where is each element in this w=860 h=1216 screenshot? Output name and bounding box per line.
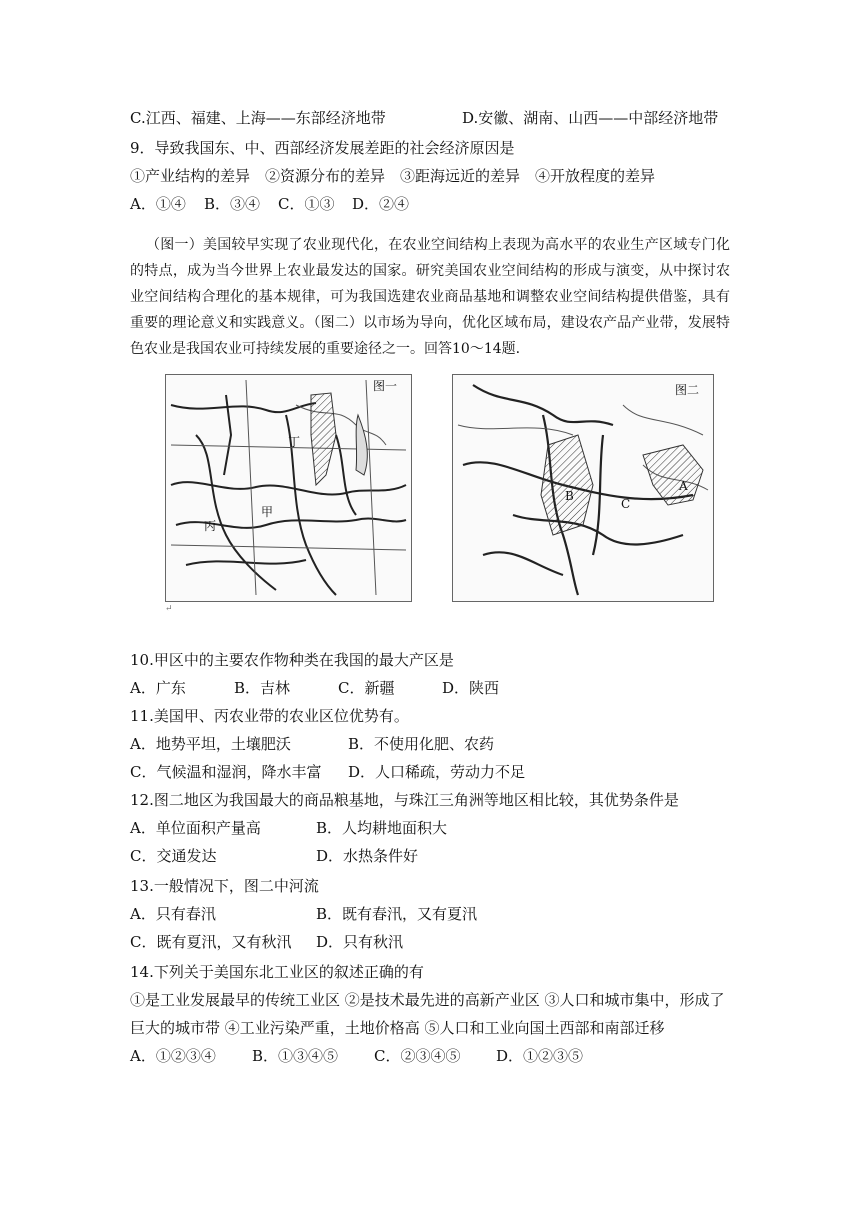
q9-option-a: A．①④ [130, 195, 186, 213]
q8-option-c: C.江西、福建、上海——东部经济地带 [130, 109, 386, 127]
map2-title: 图二 [674, 383, 699, 397]
passage-text: （图一）美国较早实现了农业现代化，在农业空间结构上表现为高水平的农业生产区域专门化的特点，成为当今世界上农业最发达的国家。研究美国农业空间结构的形成与演变，从中探讨农业空间结构合理化的基本规律，可为我国选建农业商品基地和调整农业空间结构提供借鉴，具有重要的理论意义和实践意义。（图二）以市场为导向，优化区域布局，建设农产品产业带，发展特色农业是我国农业可持续发展的重要途径之一。回答10～14题. [130, 237, 730, 357]
q11-options-row1 [130, 734, 494, 754]
q14-option-d: D．①②③⑤ [496, 1047, 584, 1065]
q13-stem: 13.一般情况下，图二中河流 [130, 877, 319, 895]
q9-stem: 9．导致我国东、中、西部经济发展差距的社会经济原因是 [130, 139, 515, 157]
northeast-china-map-drawing [453, 375, 713, 601]
map1-title: 图一 [372, 379, 397, 393]
map1-label-ding: 丁 [288, 435, 301, 449]
q12-option-d: D．水热条件好 [316, 847, 419, 865]
map2-label-a: A [679, 479, 688, 493]
q9-options [130, 194, 426, 214]
usa-map-drawing [166, 375, 411, 601]
q9-option-d: D．②④ [352, 195, 410, 213]
q14-option-c: C．②③④⑤ [374, 1047, 461, 1065]
map1-label-bing: 丙 [204, 519, 217, 533]
q12-option-b: B．人均耕地面积大 [316, 819, 448, 837]
q14-option-a: A．①②③④ [130, 1047, 216, 1065]
q13-options-row2 [130, 932, 403, 952]
q8-option-d: D.安徽、湖南、山西——中部经济地带 [462, 109, 719, 127]
q13-option-d: D．只有秋汛 [316, 933, 404, 951]
q11-options-row2 [130, 762, 525, 782]
map2-label-c: C [621, 497, 631, 511]
q11-stem: 11.美国甲、丙农业带的农业区位优势有。 [130, 707, 409, 725]
q11-option-a: A．地势平坦，土壤肥沃 [130, 735, 291, 753]
q10-option-b: B．吉林 [234, 679, 291, 697]
q14-option-b: B．①③④⑤ [252, 1047, 339, 1065]
map1-label-jia: 甲 [261, 505, 274, 519]
q14-items-line2: 巨大的城市带 ④工业污染严重，土地价格高 ⑤人口和工业向国土西部和南部迁移 [130, 1019, 665, 1037]
q12-option-c: C．交通发达 [130, 847, 217, 865]
q14-options [130, 1046, 618, 1066]
q9-option-c: C．①③ [278, 195, 335, 213]
q9-items: ①产业结构的差异 ②资源分布的差异 ③距海远近的差异 ④开放程度的差异 [130, 167, 656, 185]
q11-option-b: B．不使用化肥、农药 [348, 735, 495, 753]
q9-option-b: B．③④ [204, 195, 261, 213]
map2-label-b: B [565, 489, 574, 503]
q12-options-row2 [130, 846, 418, 866]
q11-option-c: C．气候温和湿润，降水丰富 [130, 763, 322, 781]
q10-option-a: A．广东 [130, 679, 186, 697]
q14-stem: 14.下列关于美国东北工业区的叙述正确的有 [130, 963, 424, 981]
passage [130, 232, 730, 362]
map-figure-1 [165, 374, 412, 602]
q10-option-c: C．新疆 [338, 679, 395, 697]
q13-option-a: A．只有春汛 [130, 905, 216, 923]
map-figure-2 [452, 374, 714, 602]
q13-options-row1 [130, 904, 477, 924]
q10-stem: 10.甲区中的主要农作物种类在我国的最大产区是 [130, 651, 454, 669]
q13-option-b: B．既有春汛，又有夏汛 [316, 905, 478, 923]
q11-option-d: D．人口稀疏，劳动力不足 [348, 763, 526, 781]
return-mark: ↵ [165, 604, 173, 614]
q14-items-line1: ①是工业发展最早的传统工业区 ②是技术最先进的高新产业区 ③人口和城市集中，形成了 [130, 991, 725, 1009]
q10-option-d: D．陕西 [442, 679, 500, 697]
q10-options [130, 678, 546, 698]
q12-options-row1 [130, 818, 447, 838]
q13-option-c: C．既有夏汛，又有秋汛 [130, 933, 292, 951]
q12-stem: 12.图二地区为我国最大的商品粮基地，与珠江三角洲等地区相比较，其优势条件是 [130, 791, 679, 809]
q12-option-a: A．单位面积产量高 [130, 819, 261, 837]
